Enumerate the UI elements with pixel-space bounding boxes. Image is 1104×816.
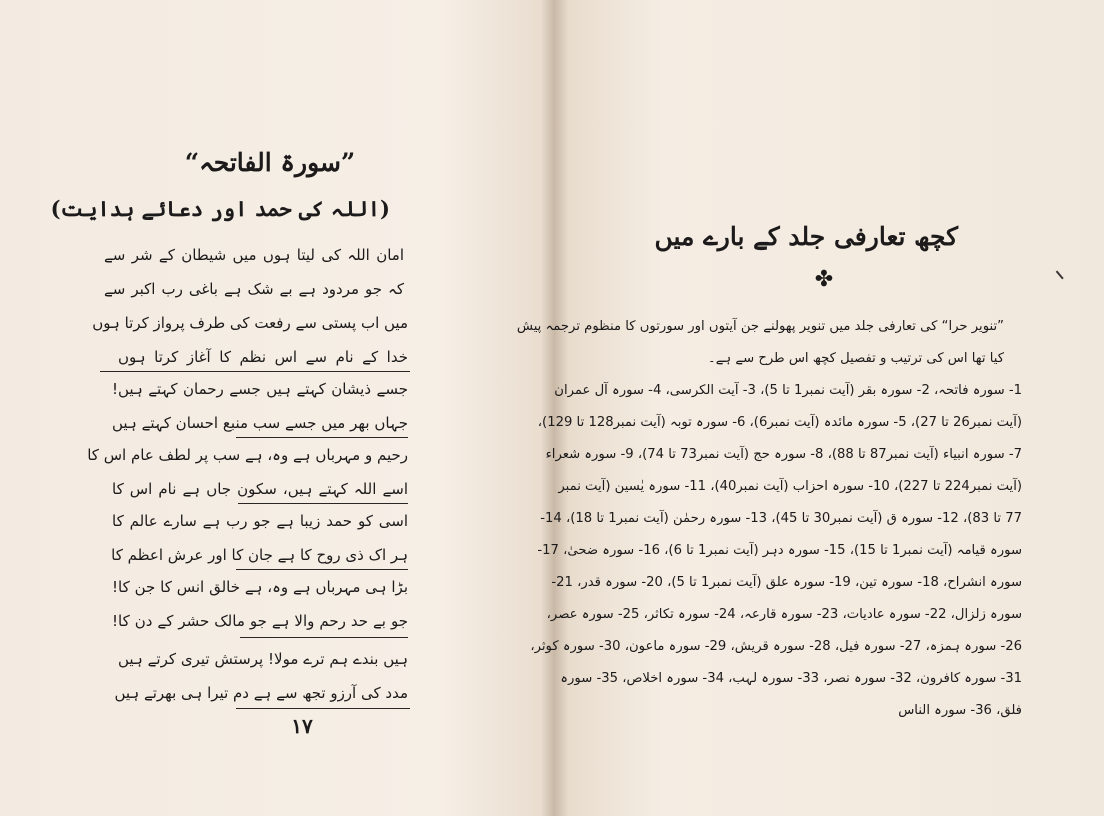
paragraph-line: 26- سورہ ہمزہ، 27- سورہ فیل، 28- سورہ قریش، 29- سورہ ماعون، 30- سورہ کوثر، bbox=[530, 639, 1022, 654]
verse-line: ہر اک ذی روح کا ہے جان کا اور عرش اعظم کا bbox=[111, 546, 408, 564]
verse-line: مدد کی آرزو تجھ سے ہے دم تیرا ہی بھرتے ہیں bbox=[114, 684, 408, 702]
paragraph-line: کیا تھا اس کی ترتیب و تفصیل کچھ اس طرح سے ہے۔ bbox=[708, 351, 1004, 366]
verse-line: رحیم و مہرباں ہے وہ، ہے سب پر لطف عام اس کا bbox=[87, 446, 408, 464]
paragraph-line: (آیت نمبر224 تا 227)، 10- سورہ احزاب (آیت نمبر40)، 11- سورہ یٰسین (آیت نمبر bbox=[558, 479, 1022, 494]
verse-line: ہیں بندے ہم ترے مولا! پرستش تیری کرتے ہیں bbox=[118, 650, 408, 668]
verse-line: اسی کو حمد زیبا ہے جو رب ہے سارے عالم کا bbox=[112, 512, 408, 530]
verse-line: اسے اللہ کہتے ہیں، سکون جاں ہے نام اس کا bbox=[112, 480, 408, 498]
paragraph-line: سورہ قیامہ (آیت نمبر1 تا 15)، 15- سورہ دہر (آیت نمبر1 تا 6)، 16- سورہ ضحیٰ، 17- bbox=[537, 543, 1022, 558]
paragraph-line: سورہ زلزال، 22- سورہ عادیات، 23- سورہ قارعہ، 24- سورہ تکاثر، 25- سورہ عصر، bbox=[546, 607, 1022, 622]
page-number: ۱۷ bbox=[291, 714, 313, 738]
right-page bbox=[516, 0, 1104, 816]
paragraph-line: فلق، 36- سورہ الناس bbox=[898, 703, 1022, 718]
paragraph-line: ”تنویر حرا“ کی تعارفی جلد میں تنویر پھولنے جن آیتوں اور سورتوں کا منظوم ترجمہ پیش bbox=[516, 319, 1004, 334]
verse-line: امان اللہ کی لیتا ہوں میں شیطان کے شر سے bbox=[104, 246, 404, 264]
surah-subtitle: (اللہ کی حمد اور دعائے ہدایت) bbox=[50, 196, 390, 221]
verse-line: خدا کے نام سے اس نظم کا آغاز کرتا ہوں bbox=[118, 348, 408, 366]
paragraph-line: 1- سورہ فاتحہ، 2- سورہ بقر (آیت نمبر1 تا 5)، 3- آیت الکرسی، 4- سورہ آل عمران bbox=[554, 383, 1022, 398]
paragraph-line: 7- سورہ انبیاء (آیت نمبر87 تا 88)، 8- سورہ حج (آیت نمبر73 تا 74)، 9- سورہ شعراء bbox=[545, 447, 1022, 462]
stanza-divider bbox=[236, 708, 410, 709]
paragraph-line: (آیت نمبر26 تا 27)، 5- سورہ مائدہ (آیت نمبر6)، 6- سورہ توبہ (آیت نمبر128 تا 129)، bbox=[537, 415, 1022, 430]
verse-line: جو بے حد رحم والا ہے جو مالک حشر کے دن کا! bbox=[112, 612, 408, 630]
paragraph-line: سورہ انشراح، 18- سورہ تین، 19- سورہ علق (آیت نمبر1 تا 5)، 20- سورہ قدر، 21- bbox=[551, 575, 1022, 590]
verse-line: میں اب پستی سے رفعت کی طرف پرواز کرتا ہوں bbox=[92, 314, 408, 332]
verse-line: جہاں بھر میں جسے سب منبع احسان کہتے ہیں bbox=[112, 414, 408, 432]
flower-ornament-icon: ✤ bbox=[814, 267, 834, 292]
surah-title: ”سورۃ الفاتحہ“ bbox=[184, 148, 356, 177]
verse-line: جسے ذیشان کہتے ہیں جسے رحمان کہتے ہیں! bbox=[112, 380, 408, 398]
verse-line: کہ جو مردود ہے بے شک ہے باغی رب اکبر سے bbox=[104, 280, 404, 298]
paragraph-line: 77 تا 83)، 12- سورہ ق (آیت نمبر30 تا 45)، 13- سورہ رحمٰن (آیت نمبر1 تا 18)، 14- bbox=[540, 511, 1022, 526]
section-heading: کچھ تعارفی جلد کے بارے میں bbox=[654, 222, 958, 251]
stanza-divider bbox=[240, 637, 408, 638]
paragraph-line: 31- سورہ کافرون، 32- سورہ نصر، 33- سورہ لہب، 34- سورہ اخلاص، 35- سورہ bbox=[560, 671, 1022, 686]
verse-line: بڑا ہی مہرباں ہے وہ، ہے خالق انس کا جن کا! bbox=[112, 578, 408, 596]
